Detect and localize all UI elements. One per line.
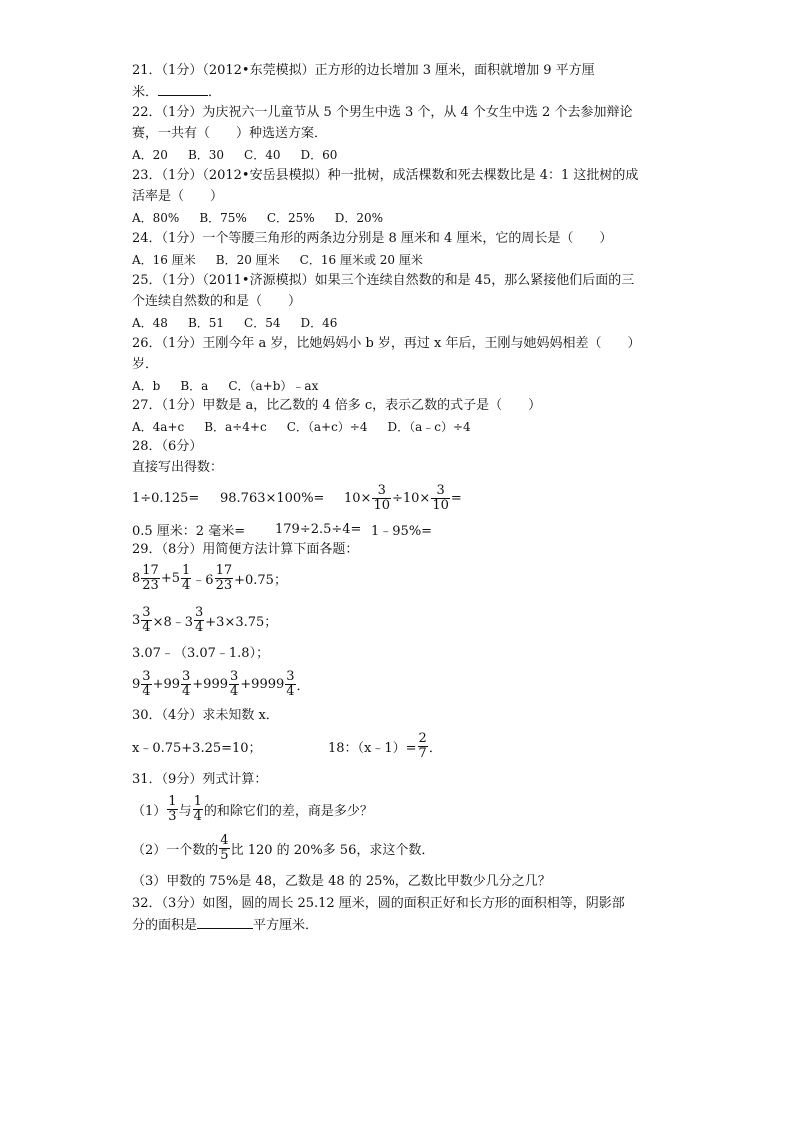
q26-line1: 26．（1分）王刚今年 a 岁，比她妈妈小 b 岁，再过 x 年后，王刚与她妈妈相差（ ） — [132, 336, 641, 351]
q21-line1: 21．（1分）（2012•东莞模拟）正方形的边长增加 3 厘米，面积就增加 9 平方厘 — [132, 63, 595, 78]
numerator: 3 — [195, 604, 204, 620]
numerator: 3 — [286, 668, 295, 684]
part-label: （1） — [132, 803, 167, 819]
q27-line1: 27．（1分）甲数是 a，比乙数的 4 倍多 c，表示乙数的式子是（ ） — [132, 398, 542, 413]
whole-number: 8 — [132, 570, 141, 586]
q28-expr-f: 1﹣95%= — [371, 523, 433, 539]
q30-eq-b: 18：（x﹣1）= — [328, 740, 417, 756]
q28-expr-d: 0.5 厘米：2 毫米= — [132, 523, 246, 539]
q28-expr-c — [344, 484, 462, 513]
expr-text: ﹣6 — [192, 572, 214, 588]
fraction — [141, 670, 151, 699]
expr-text: （2）一个数的 — [132, 842, 219, 858]
option-a[interactable]: A．b — [132, 379, 161, 393]
option-a[interactable]: A．4a+c — [132, 420, 185, 434]
fraction — [418, 732, 428, 761]
expr-text: 的和除它们的差，商是多少？ — [203, 803, 373, 819]
option-d[interactable]: D．46 — [300, 316, 338, 330]
option-a[interactable]: A．48 — [132, 316, 168, 330]
fraction — [167, 795, 177, 824]
q23-options — [132, 209, 403, 227]
option-c[interactable]: C．40 — [244, 148, 281, 162]
fraction — [431, 484, 450, 513]
whole-number: 3 — [132, 612, 141, 628]
q28-row1 — [132, 482, 462, 514]
expr-text: ÷10× — [391, 490, 431, 506]
q32-line1: 32．（3分）如图，圆的周长 25.12 厘米，圆的面积正好和长方形的面积相等，阴影部 — [132, 896, 625, 911]
q32-line2 — [132, 916, 318, 935]
q23-line2: 活率是（ ） — [132, 189, 224, 204]
denominator: 7 — [418, 745, 427, 761]
numerator: 17 — [142, 562, 159, 578]
q29-expr3: 3.07﹣（3.07﹣1.8）； — [132, 646, 270, 661]
fraction — [285, 670, 295, 699]
expr-text: ×8﹣3 — [152, 614, 193, 630]
whole-number: 9 — [132, 676, 141, 692]
option-c[interactable]: C．54 — [244, 316, 281, 330]
numerator: 3 — [142, 668, 151, 684]
expr-text: ． — [296, 678, 310, 694]
denominator: 4 — [286, 683, 295, 699]
q22-line1: 22．（1分）为庆祝六一儿童节从 5 个男生中选 3 个，从 4 个女生中选 2 个去参加辩论 — [132, 105, 633, 120]
option-a[interactable]: A．20 — [132, 148, 168, 162]
expr-text: 10× — [344, 490, 372, 506]
numerator: 2 — [418, 730, 427, 746]
denominator: 23 — [142, 577, 159, 593]
numerator: 1 — [168, 793, 177, 809]
answer-blank[interactable] — [158, 83, 208, 96]
numerator: 1 — [182, 562, 191, 578]
option-c[interactable]: C．（a+b）﹣ax — [228, 379, 319, 393]
option-b[interactable]: B．75% — [199, 211, 247, 225]
q24-line1: 24．（1分）一个等腰三角形的两条边分别是 8 厘米和 4 厘米，它的周长是（ ） — [132, 231, 613, 246]
fraction — [181, 670, 191, 699]
denominator: 4 — [142, 619, 151, 635]
q29-expr4 — [132, 668, 310, 700]
denominator: 4 — [193, 808, 202, 824]
q29-expr2 — [132, 604, 277, 636]
denominator: 4 — [142, 683, 151, 699]
q25-line2: 个连续自然数的和是（ ） — [132, 294, 302, 309]
fraction — [194, 606, 204, 635]
fraction — [141, 606, 151, 635]
fraction — [141, 564, 160, 593]
fraction — [215, 564, 234, 593]
denominator: 4 — [182, 683, 191, 699]
denominator: 4 — [182, 577, 191, 593]
expr-text: ． — [428, 740, 442, 756]
option-b[interactable]: B．a — [180, 379, 209, 393]
denominator: 4 — [230, 683, 239, 699]
q25-options — [132, 314, 357, 332]
fraction — [372, 484, 391, 513]
q31-part1 — [132, 793, 373, 825]
q28-expr-a: 1÷0.125= — [132, 490, 200, 506]
numerator: 3 — [372, 484, 391, 499]
option-a[interactable]: A．80% — [132, 211, 180, 225]
numerator: 3 — [182, 668, 191, 684]
q22-options — [132, 146, 357, 164]
denominator: 5 — [220, 847, 229, 863]
q31-title: 31．（9分）列式计算： — [132, 772, 268, 787]
option-c[interactable]: C．（a+c）÷4 — [286, 420, 368, 434]
q30-title: 30．（4分）求未知数 x． — [132, 708, 279, 723]
fraction — [229, 670, 239, 699]
option-d[interactable]: D．（a﹣c）÷4 — [387, 420, 471, 434]
fraction — [219, 834, 229, 863]
expr-text: 比 120 的 20%多 56，求这个数． — [230, 842, 435, 858]
expr-text: +9999 — [240, 676, 285, 692]
expr-text: +5 — [160, 570, 180, 586]
numerator: 3 — [230, 668, 239, 684]
option-d[interactable]: D．20% — [334, 211, 383, 225]
numerator: 1 — [193, 793, 202, 809]
q21-end: ． — [208, 85, 222, 100]
q23-line1: 23．（1分）（2012•安岳县模拟）种一批树，成活棵数和死去棵数比是 4：1 这批树的成 — [132, 168, 639, 183]
option-b[interactable]: B．30 — [187, 148, 225, 162]
q29-expr1 — [132, 562, 287, 594]
option-b[interactable]: B．20 厘米 — [215, 253, 280, 267]
q26-options — [132, 377, 338, 395]
numerator: 4 — [220, 832, 229, 848]
fraction — [193, 795, 203, 824]
q28-expr-b: 98.763×100%= — [220, 490, 325, 506]
option-c[interactable]: C．16 厘米或 20 厘米 — [299, 253, 423, 267]
q28-row2 — [132, 520, 432, 538]
answer-blank[interactable] — [197, 916, 253, 929]
q27-options — [132, 418, 491, 436]
numerator: 17 — [215, 562, 233, 578]
q29-title: 29．（8分）用简便方法计算下面各题： — [132, 542, 359, 557]
denominator: 10 — [432, 497, 449, 513]
denominator: 10 — [373, 497, 390, 513]
q30-eq-a: x﹣0.75+3.25=10； — [132, 740, 262, 756]
expr-text: +99 — [152, 676, 180, 692]
q21-line2 — [132, 83, 221, 102]
denominator: 3 — [168, 808, 177, 824]
q21-text: 米． — [132, 85, 159, 100]
q31-part3: （3）甲数的 75%是 48，乙数是 48 的 25%，乙数比甲数少几分之几？ — [132, 874, 551, 889]
expr-text: = — [450, 490, 462, 506]
q30-equations — [132, 730, 442, 762]
denominator: 23 — [215, 577, 233, 593]
q32-text: 平方厘米． — [253, 918, 319, 933]
q24-options — [132, 251, 443, 269]
numerator: 3 — [431, 484, 450, 499]
q28-instruction: 直接写出得数： — [132, 460, 224, 475]
option-d[interactable]: D．60 — [300, 148, 338, 162]
option-b[interactable]: B．a÷4+c — [204, 420, 267, 434]
option-c[interactable]: C．25% — [266, 211, 315, 225]
fraction — [181, 564, 191, 593]
numerator: 3 — [142, 604, 151, 620]
expr-text: 与 — [178, 803, 192, 819]
denominator: 4 — [195, 619, 204, 635]
expr-text: +999 — [192, 676, 228, 692]
q28-expr-e: 179÷2.5÷4= — [275, 521, 362, 537]
expr-text: +3×3.75； — [205, 614, 278, 630]
q31-part2 — [132, 832, 434, 864]
q32-text: 分的面积是 — [132, 918, 198, 933]
expr-text: +0.75； — [234, 572, 287, 588]
q28-title: 28．（6分） — [132, 439, 203, 454]
q25-line1: 25．（1分）（2011•济源模拟）如果三个连续自然数的和是 45，那么紧接他们后面的三 — [132, 273, 635, 288]
option-a[interactable]: A．16 厘米 — [132, 253, 196, 267]
q22-line2: 赛，一共有（ ）种选送方案． — [132, 126, 328, 141]
option-b[interactable]: B．51 — [187, 316, 225, 330]
q26-line2: 岁． — [132, 357, 159, 372]
